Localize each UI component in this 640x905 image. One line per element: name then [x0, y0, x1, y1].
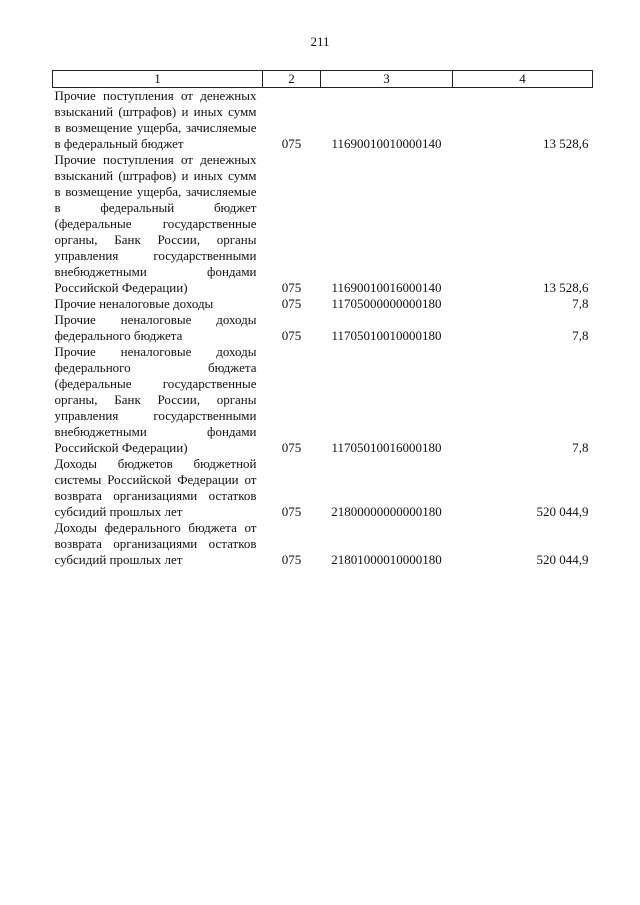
row-kbk: 11705010010000180 [331, 328, 442, 343]
row-amount: 7,8 [572, 440, 589, 455]
table-row [53, 152, 593, 296]
header-col-4: 4 [453, 71, 593, 88]
row-name: Прочие поступления от денежных взысканий (штрафов) и иных сумм в возмещение ущерба, зачисляемые в федеральный бюджет (федеральные государственные органы, Банк России, органы управления государственными внебюджетными фондами Российской Федерации) [54, 152, 257, 295]
table-row [53, 456, 593, 520]
row-amount: 13 528,6 [543, 136, 589, 151]
header-col-3: 3 [321, 71, 453, 88]
row-name: Доходы федерального бюджета от возврата организациями остатков субсидий прошлых лет [54, 520, 257, 567]
table-row [53, 520, 593, 568]
table-body [53, 88, 593, 569]
table-row [53, 88, 593, 153]
row-name: Прочие неналоговые доходы федерального бюджета [54, 312, 257, 343]
row-kbk: 11705000000000180 [331, 296, 442, 311]
row-kbk: 11690010016000140 [331, 280, 442, 295]
table-row [53, 344, 593, 456]
table-header [53, 71, 593, 88]
row-kbk: 21801000010000180 [331, 552, 442, 567]
row-kbk: 11690010010000140 [331, 136, 442, 151]
row-amount: 520 044,9 [536, 552, 589, 567]
row-name: Прочие поступления от денежных взысканий (штрафов) и иных сумм в возмещение ущерба, зачисляемые в федеральный бюджет [54, 88, 257, 151]
row-name: Прочие неналоговые доходы [54, 296, 214, 311]
row-kbk: 11705010016000180 [331, 440, 442, 455]
row-code: 075 [281, 440, 302, 455]
row-code: 075 [281, 280, 302, 295]
header-row [53, 71, 593, 88]
table-row [53, 312, 593, 344]
row-code: 075 [281, 136, 302, 151]
row-amount: 7,8 [572, 296, 589, 311]
header-col-1: 1 [53, 71, 263, 88]
row-name: Прочие неналоговые доходы федерального бюджета (федеральные государственные органы, Банк России, органы управления государственными внебюджетными фондами Российской Федерации) [54, 344, 257, 455]
row-kbk: 21800000000000180 [331, 504, 442, 519]
table-row [53, 296, 593, 312]
row-amount: 7,8 [572, 328, 589, 343]
row-name: Доходы бюджетов бюджетной системы Российской Федерации от возврата организациями остатков субсидий прошлых лет [54, 456, 257, 519]
row-code: 075 [281, 296, 302, 311]
header-col-2: 2 [263, 71, 321, 88]
page-number: 211 [310, 34, 330, 49]
row-amount: 520 044,9 [536, 504, 589, 519]
row-amount: 13 528,6 [543, 280, 589, 295]
budget-table [52, 70, 593, 568]
row-code: 075 [281, 328, 302, 343]
row-code: 075 [281, 552, 302, 567]
row-code: 075 [281, 504, 302, 519]
